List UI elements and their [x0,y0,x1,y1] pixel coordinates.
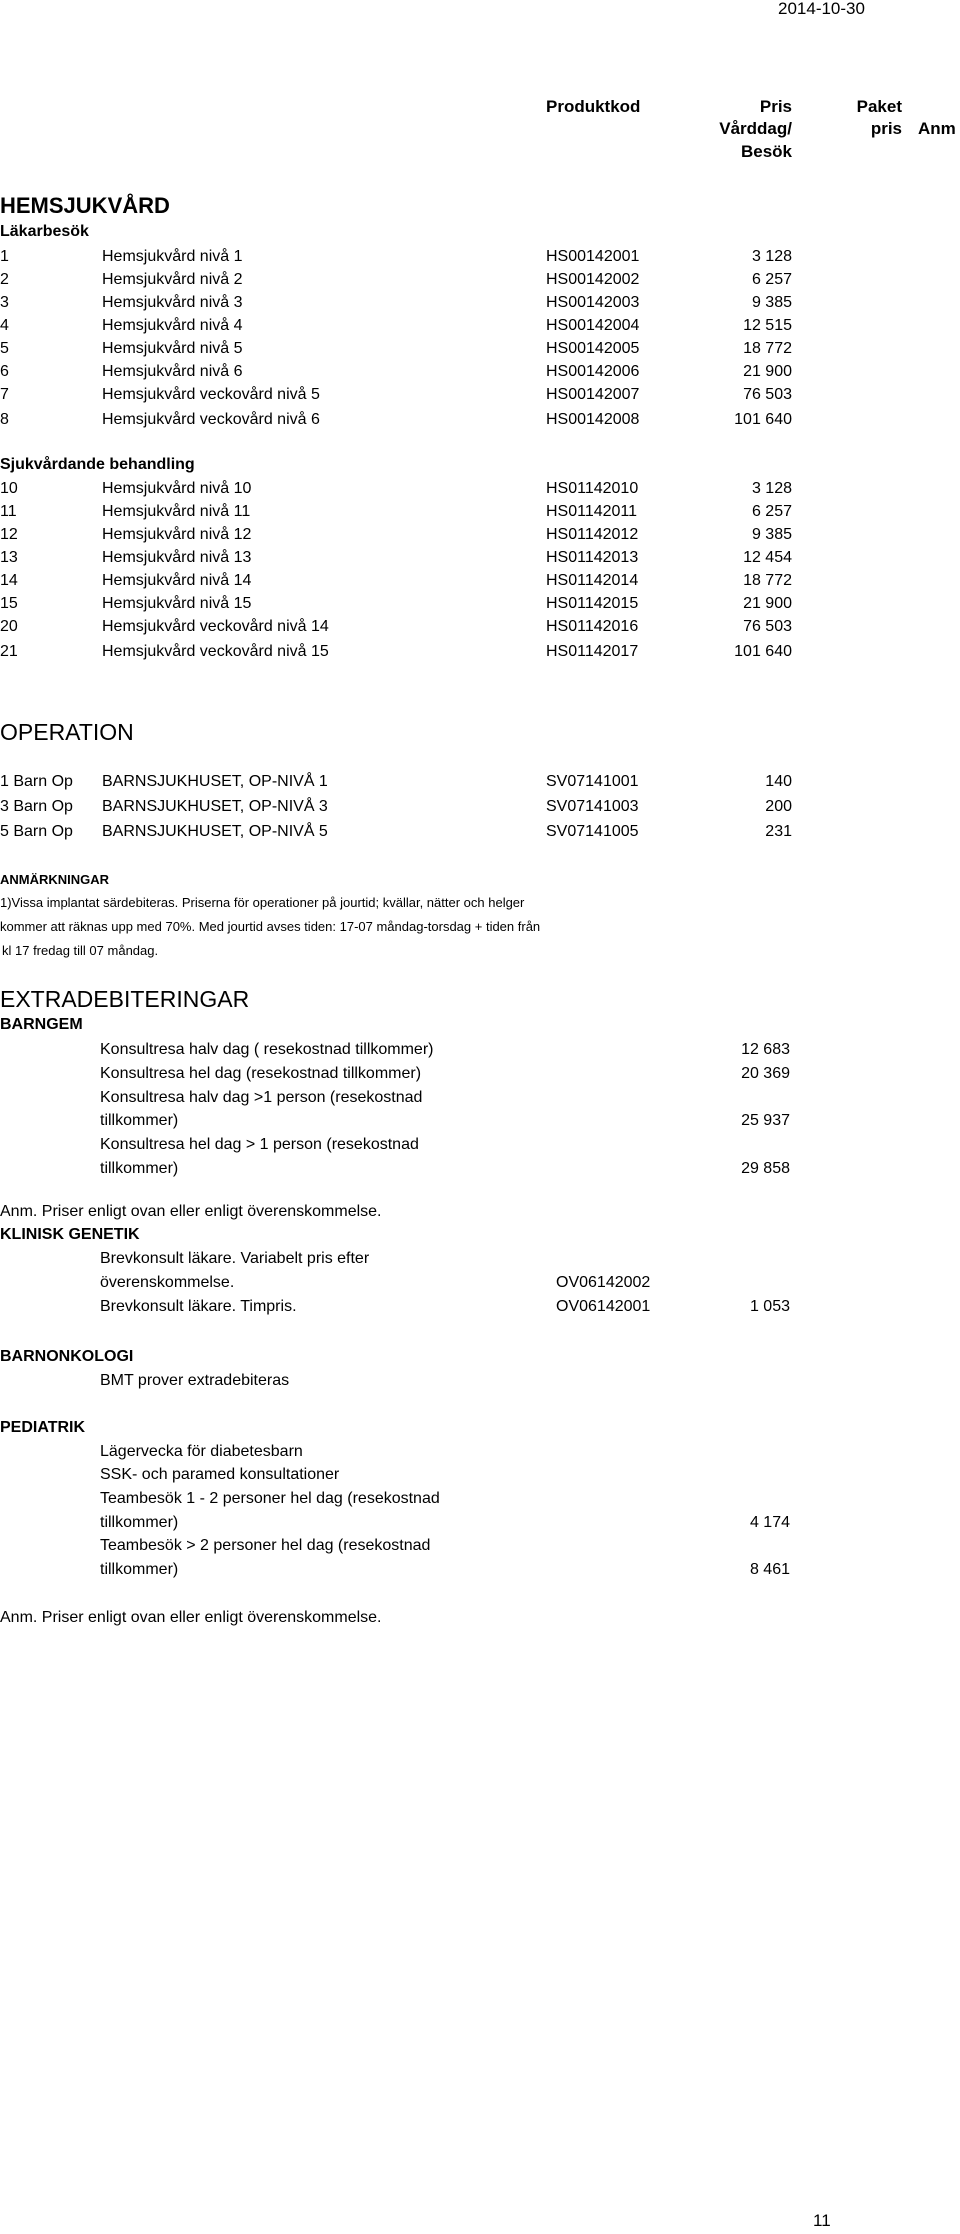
row-price: 140 [765,773,792,790]
row-price: 101 640 [734,643,792,660]
row-number: 1 Barn Op [0,773,73,790]
row-code: HS00142005 [546,340,640,357]
row-name: Hemsjukvård nivå 3 [102,294,243,311]
row-price: 6 257 [751,503,792,520]
row-code: HS00142007 [546,386,640,403]
pediatrik-line: Teambesök > 2 personer hel dag (resekostnad [100,1537,431,1554]
row-code: HS01142017 [546,643,639,660]
row-code: SV07141001 [546,773,639,790]
col-header-pris-varddag: Vårddag/ [719,119,792,138]
row-price: 101 640 [734,411,792,428]
row-code: SV07141003 [546,798,639,815]
col-header-produktkod: Produktkod [546,97,641,116]
barngem-line: Konsultresa hel dag (resekostnad tillkommer) [100,1065,422,1082]
klinisk-genetik-price: 1 053 [749,1298,790,1315]
row-number: 7 [0,386,9,403]
page-number: 11 [813,2211,831,2230]
row-number: 11 [0,503,17,520]
row-price: 12 515 [743,317,792,334]
row-number: 14 [0,572,18,589]
row-number: 6 [0,363,9,380]
section-title-extradebiteringar: EXTRADEBITERINGAR [0,986,250,1012]
row-name: BARNSJUKHUSET, OP-NIVÅ 1 [102,773,328,790]
klinisk-genetik-line: Brevkonsult läkare. Timpris. [100,1298,297,1315]
barngem-line: Konsultresa halv dag ( resekostnad tillkommer) [100,1041,434,1058]
row-price: 9 385 [751,526,792,543]
row-name: Hemsjukvård nivå 15 [102,595,252,612]
row-code: HS01142010 [546,480,639,497]
row-number: 15 [0,595,18,612]
row-code: HS00142002 [546,271,640,288]
row-name: Hemsjukvård nivå 10 [102,480,252,497]
row-code: HS00142001 [546,248,640,265]
row-number: 20 [0,618,18,635]
pediatrik-line: Lägervecka för diabetesbarn [100,1443,303,1460]
row-number: 1 [0,248,9,265]
row-price: 6 257 [751,271,792,288]
col-header-anm: Anm [918,119,956,138]
row-code: HS00142008 [546,411,640,428]
row-number: 12 [0,526,18,543]
row-code: HS01142012 [546,526,639,543]
row-price: 18 772 [743,572,792,589]
row-price: 21 900 [743,363,792,380]
section-title-hemsjukvard: HEMSJUKVÅRD [0,193,170,218]
row-price: 21 900 [743,595,792,612]
pediatrik-line: tillkommer) [100,1561,179,1578]
barngem-price: 12 683 [741,1041,790,1058]
row-number: 4 [0,317,9,334]
barngem-line: tillkommer) [100,1160,179,1177]
pediatrik-note: Anm. Priser enligt ovan eller enligt överenskommelse. [0,1609,382,1626]
document-date: 2014-10-30 [778,0,865,18]
row-name: BARNSJUKHUSET, OP-NIVÅ 5 [102,823,328,840]
barngem-note: Anm. Priser enligt ovan eller enligt överenskommelse. [0,1203,382,1220]
col-header-paket-pris: pris [870,119,902,138]
row-price: 231 [765,823,792,840]
row-name: Hemsjukvård veckovård nivå 14 [102,618,329,635]
klinisk-genetik-line: överenskommelse. [100,1274,235,1291]
row-code: HS00142003 [546,294,640,311]
pediatrik-line: Teambesök 1 - 2 personer hel dag (resekostnad [100,1490,440,1507]
pediatrik-price: 4 174 [749,1514,790,1531]
row-name: Hemsjukvård nivå 12 [102,526,252,543]
row-name: Hemsjukvård nivå 4 [102,317,243,334]
row-number: 3 [0,294,9,311]
section-title-operation: OPERATION [0,719,134,745]
row-number: 13 [0,549,18,566]
subheading-klinisk-genetik: KLINISK GENETIK [0,1226,140,1243]
klinisk-genetik-line: Brevkonsult läkare. Variabelt pris efter [100,1250,370,1267]
anmarkningar-line: 1)Vissa implantat särdebiteras. Priserna för operationer på jourtid; kvällar, nätter och helger [0,895,525,910]
row-code: SV07141005 [546,823,639,840]
row-name: Hemsjukvård veckovård nivå 6 [102,411,320,428]
col-header-pris: Pris [759,97,792,116]
row-code: HS01142015 [546,595,639,612]
row-name: Hemsjukvård nivå 5 [102,340,243,357]
row-name: Hemsjukvård nivå 14 [102,572,252,589]
barnonkologi-line: BMT prover extradebiteras [100,1372,290,1389]
klinisk-genetik-code: OV06142001 [556,1298,651,1315]
row-name: Hemsjukvård nivå 13 [102,549,252,566]
row-number: 5 Barn Op [0,823,73,840]
barngem-line: tillkommer) [100,1112,179,1129]
row-price: 12 454 [743,549,792,566]
row-price: 3 128 [751,248,792,265]
subheading-barnonkologi: BARNONKOLOGI [0,1348,134,1365]
pediatrik-price: 8 461 [749,1561,790,1578]
row-number: 8 [0,411,9,428]
row-name: Hemsjukvård nivå 2 [102,271,243,288]
barngem-line: Konsultresa halv dag >1 person (resekostnad [100,1089,423,1106]
col-header-pris-besok: Besök [740,142,792,161]
row-number: 5 [0,340,9,357]
barngem-price: 29 858 [741,1160,790,1177]
barngem-price: 20 369 [741,1065,790,1082]
row-price: 18 772 [743,340,792,357]
row-code: HS00142004 [546,317,640,334]
row-name: Hemsjukvård nivå 11 [102,503,251,520]
row-price: 3 128 [751,480,792,497]
row-price: 200 [765,798,792,815]
row-code: HS01142011 [546,503,638,520]
row-number: 21 [0,643,18,660]
anmarkningar-line: kommer att räknas upp med 70%. Med jourtid avses tiden: 17-07 måndag-torsdag + tiden från [0,919,541,934]
row-price: 76 503 [743,618,792,635]
subheading-barngem: BARNGEM [0,1016,83,1033]
row-number: 2 [0,271,9,288]
row-code: HS01142016 [546,618,639,635]
row-number: 3 Barn Op [0,798,73,815]
pediatrik-line: SSK- och paramed konsultationer [100,1466,340,1483]
subheading-lakarbesok: Läkarbesök [0,223,89,240]
anmarkningar-line: kl 17 fredag till 07 måndag. [2,943,159,958]
row-code: HS01142013 [546,549,639,566]
col-header-paket: Paket [856,97,902,116]
row-code: HS00142006 [546,363,640,380]
pediatrik-line: tillkommer) [100,1514,179,1531]
row-name: Hemsjukvård nivå 6 [102,363,243,380]
row-name: Hemsjukvård veckovård nivå 15 [102,643,329,660]
row-name: BARNSJUKHUSET, OP-NIVÅ 3 [102,798,328,815]
barngem-line: Konsultresa hel dag > 1 person (resekostnad [100,1136,419,1153]
anmarkningar-heading: ANMÄRKNINGAR [0,872,110,887]
row-code: HS01142014 [546,572,639,589]
subheading-sjukvardande: Sjukvårdande behandling [0,456,195,473]
subheading-pediatrik: PEDIATRIK [0,1419,86,1436]
row-name: Hemsjukvård veckovård nivå 5 [102,386,320,403]
barngem-price: 25 937 [741,1112,790,1129]
row-name: Hemsjukvård nivå 1 [102,248,243,265]
row-price: 9 385 [751,294,792,311]
row-number: 10 [0,480,18,497]
klinisk-genetik-code: OV06142002 [556,1274,651,1291]
row-price: 76 503 [743,386,792,403]
